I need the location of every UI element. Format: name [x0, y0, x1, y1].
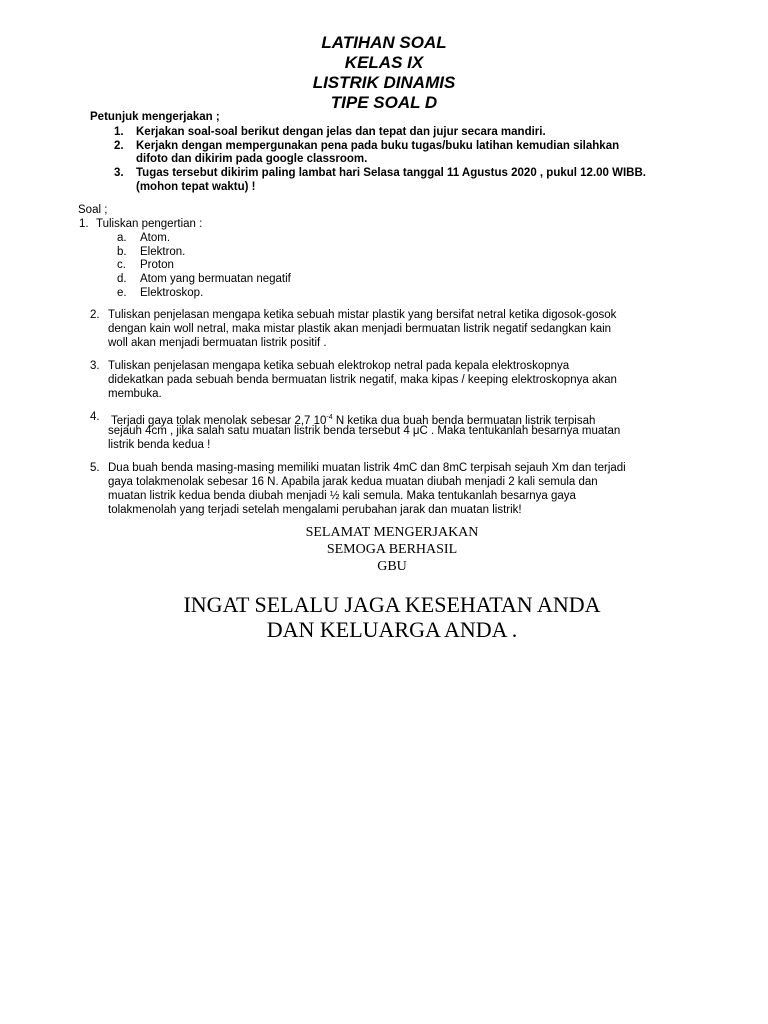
sub-item-letter: e. — [117, 287, 127, 299]
instruction-text: difoto dan dikirim pada google classroom. — [136, 153, 368, 165]
health-reminder — [0, 592, 768, 642]
instruction-text: Kerjakn dengan mempergunakan pena pada buku tugas/buku latihan kemudian silahkan — [136, 140, 620, 152]
sub-item-letter: b. — [117, 246, 127, 258]
question-line: Tuliskan penjelasan mengapa ketika sebuah mistar plastik yang bersifat netral ketika digosok-gosok — [108, 309, 617, 321]
title-line-2: KELAS IX — [344, 53, 424, 72]
document-title — [0, 33, 768, 113]
instruction-number: 3. — [114, 167, 124, 179]
title-line-4: TIPE SOAL D — [330, 93, 438, 112]
question-text: Tuliskan pengertian : — [96, 218, 203, 230]
instruction-number: 2. — [114, 140, 124, 152]
instruction-number: 1. — [114, 126, 124, 138]
question-number: 3. — [90, 360, 100, 372]
question-line: dengan kain woll netral, maka mistar plastik akan menjadi bermuatan listrik negatif sedangkan kain — [108, 323, 612, 335]
question-line: membuka. — [108, 388, 162, 400]
question-line: muatan listrik kedua benda diubah menjadi ½ kali semula. Maka tentukanlah besarnya gaya — [108, 490, 576, 502]
question-line: listrik benda kedua ! — [108, 439, 211, 451]
title-line-3: LISTRIK DINAMIS — [312, 73, 456, 92]
question-number: 2. — [90, 309, 100, 321]
instruction-text: Kerjakan soal-soal berikut dengan jelas dan tepat dan jujur secara mandiri. — [136, 126, 546, 138]
question-line: Tuliskan penjelasan mengapa ketika sebuah elektrokop netral pada kepala elektroskopnya — [108, 360, 570, 372]
exponent: -4 — [326, 414, 333, 421]
title-line-1: LATIHAN SOAL — [321, 33, 447, 52]
question-number: 4. — [90, 411, 100, 423]
closing-line-2: SEMOGA BERHASIL — [326, 542, 458, 557]
sub-item-letter: a. — [117, 232, 127, 244]
question-text: Terjadi gaya tolak menolak sebesar 2,7 10 — [108, 414, 327, 427]
sub-item-text: Proton — [140, 259, 174, 271]
instruction-text: (mohon tepat waktu) ! — [136, 181, 256, 193]
question-line: sejauh 4cm , jika salah satu muatan listrik benda tersebut 4 μC . Maka tentukanlah besarnya muatan — [108, 425, 621, 437]
sub-item-letter: d. — [117, 273, 127, 285]
question-line: Dua buah benda masing-masing memiliki muatan listrik 4mC dan 8mC terpisah sejauh Xm dan terjadi — [108, 462, 626, 474]
sub-item-text: Atom yang bermuatan negatif — [140, 273, 291, 285]
question-line: didekatkan pada sebuah benda bermuatan listrik negatif, maka kipas / keeping elektroskopnya akan — [108, 374, 617, 386]
question-number: 5. — [90, 462, 100, 474]
instructions-heading: Petunjuk mengerjakan ; — [90, 111, 220, 123]
sub-item-text: Elektroskop. — [140, 287, 204, 299]
instruction-text: Tugas tersebut dikirim paling lambat hari Selasa tanggal 11 Agustus 2020 , pukul 12.00 WIBB. — [136, 167, 646, 179]
closing-line-3: GBU — [377, 559, 407, 574]
question-number: 1. — [79, 218, 89, 230]
closing-message — [0, 524, 768, 575]
question-line: gaya tolakmenolak sebesar 16 N. Apabila jarak kedua muatan diubah menjadi 2 kali semula dan — [108, 476, 598, 488]
sub-item-text: Elektron. — [140, 246, 186, 258]
sub-item-text: Atom. — [140, 232, 171, 244]
reminder-line-2: DAN KELUARGA ANDA . — [266, 617, 518, 642]
question-line: woll akan menjadi bermuatan listrik positif . — [108, 337, 327, 349]
question-text: N ketika dua buah benda bermuatan listrik terpisah — [332, 414, 596, 427]
sub-item-letter: c. — [117, 259, 126, 271]
question-line: tolakmenolah yang terjadi setelah mengalami perubahan jarak dan muatan listrik! — [108, 504, 522, 516]
questions-heading: Soal ; — [78, 204, 108, 216]
reminder-line-1: INGAT SELALU JAGA KESEHATAN ANDA — [183, 592, 601, 617]
closing-line-1: SELAMAT MENGERJAKAN — [305, 525, 479, 540]
